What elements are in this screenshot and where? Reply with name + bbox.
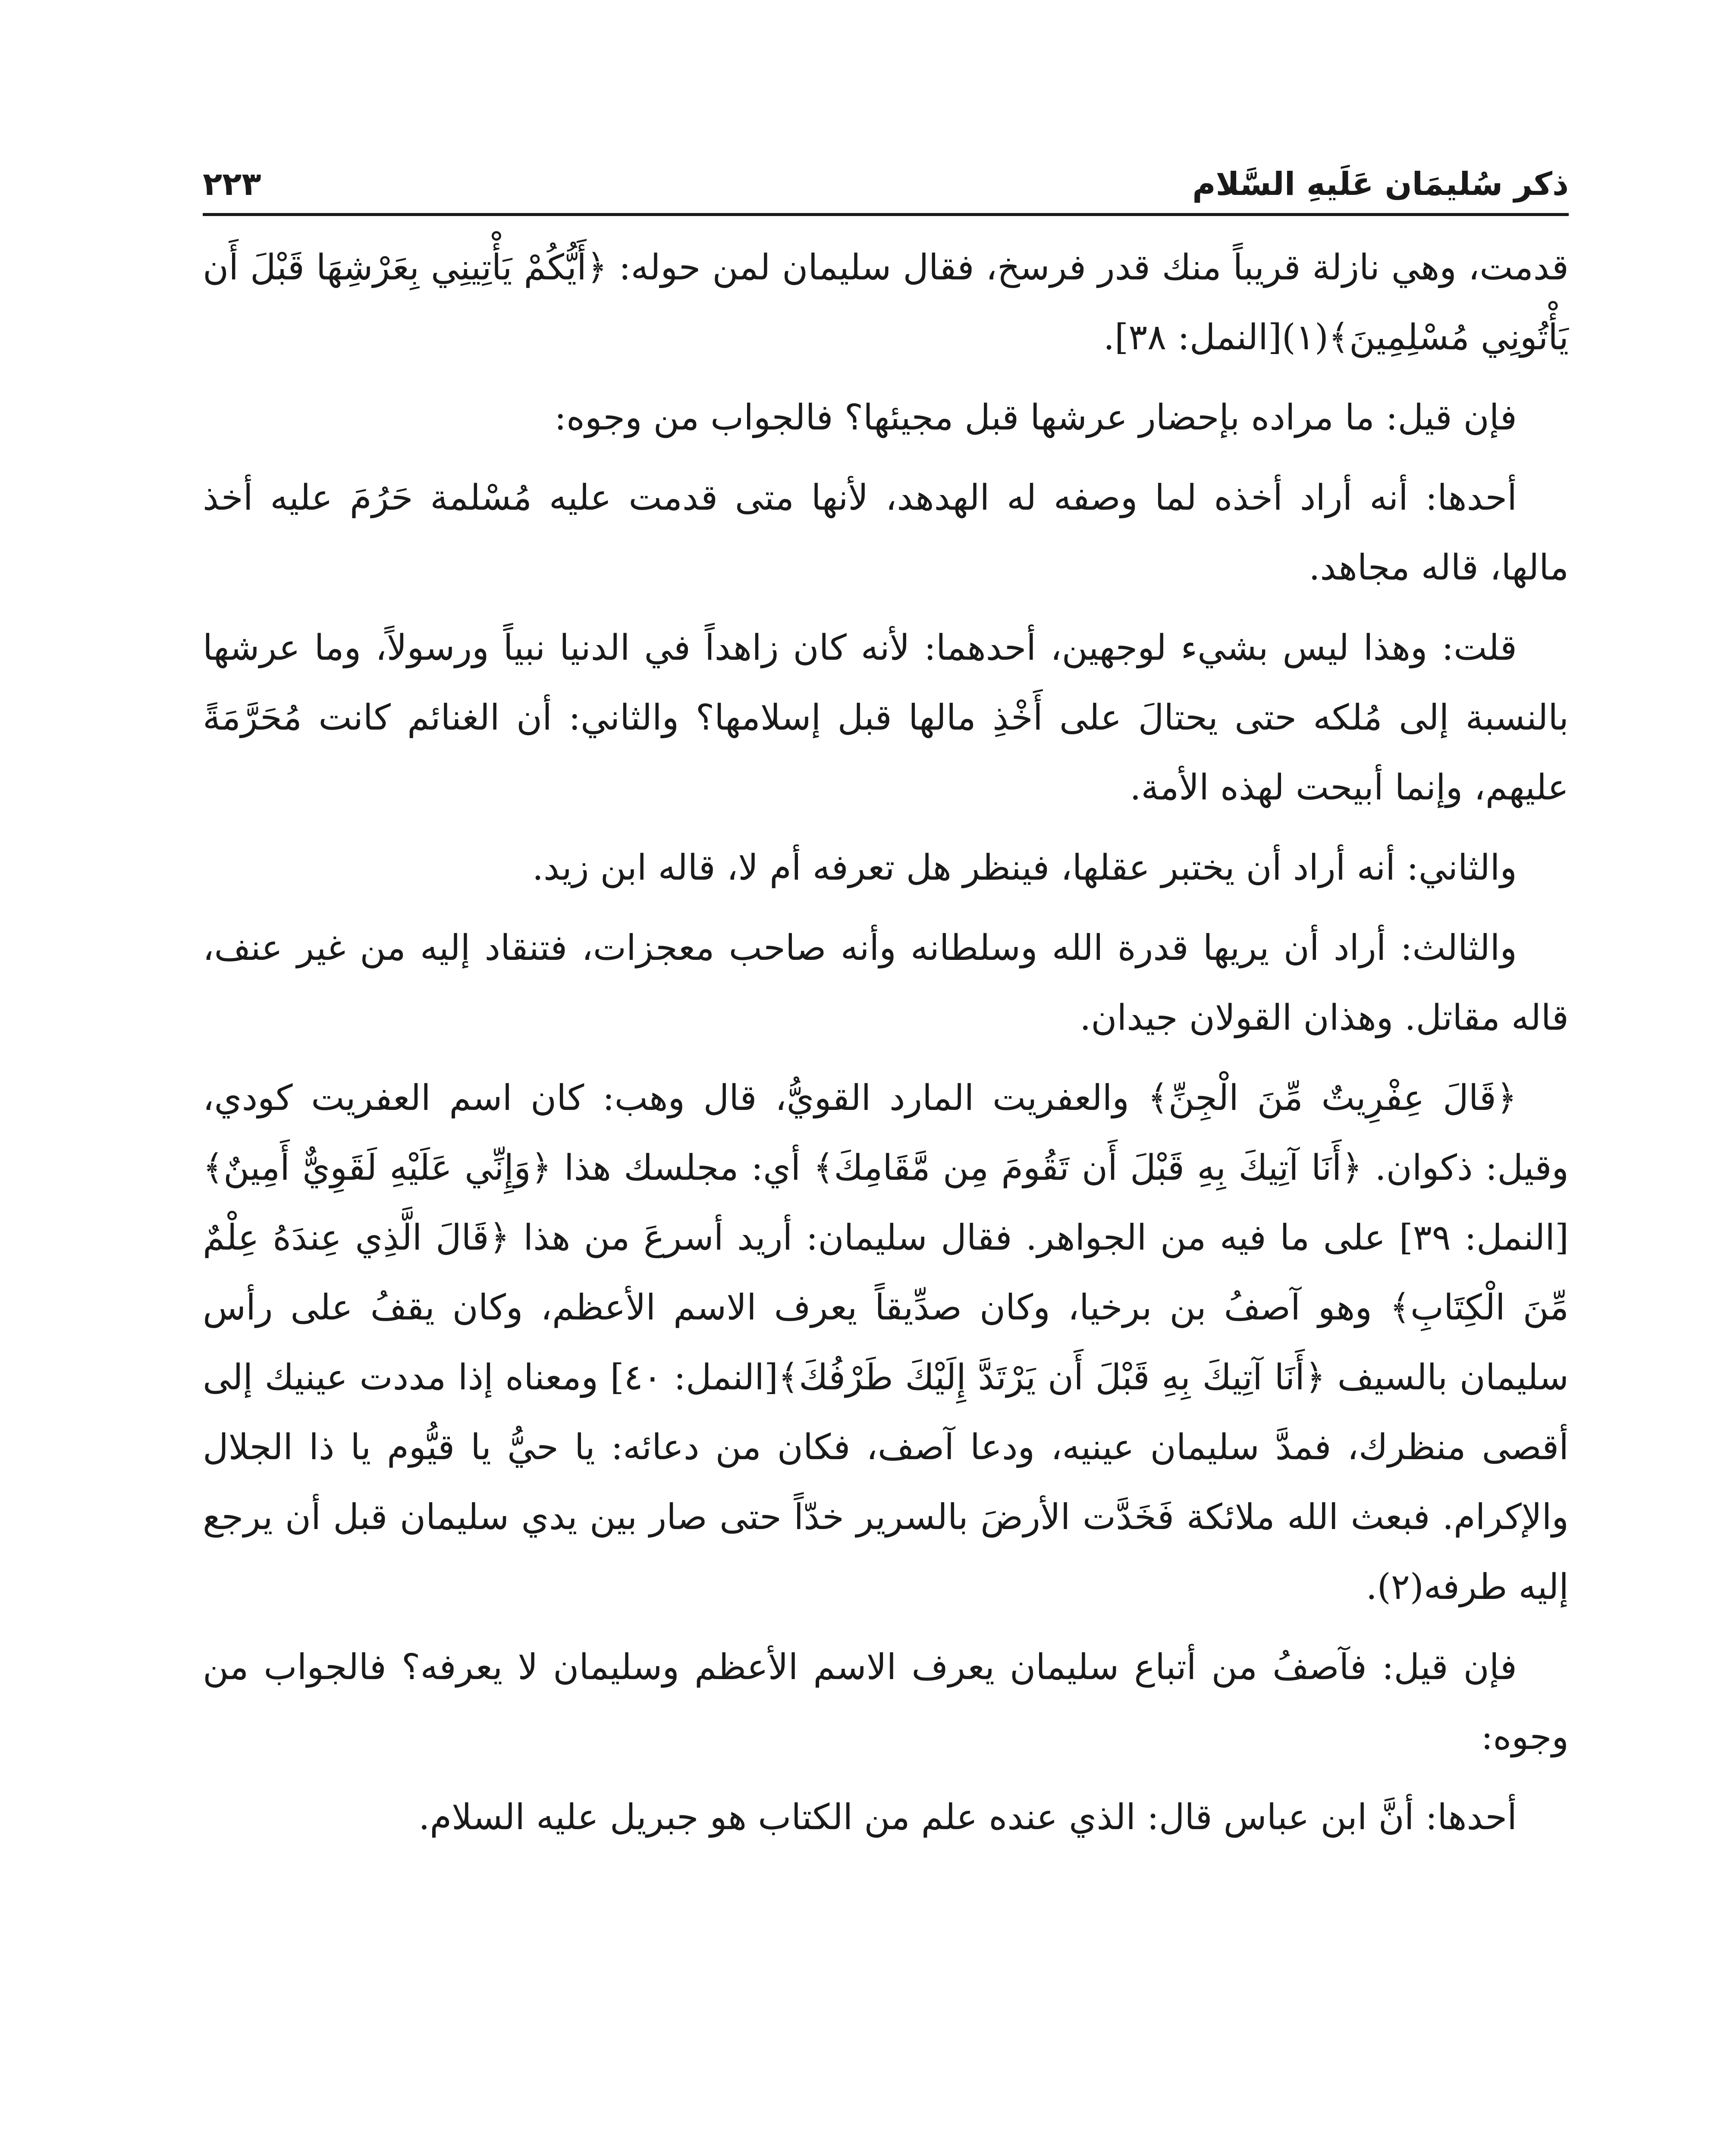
- paragraph: والثالث: أراد أن يريها قدرة الله وسلطانه وأنه صاحب معجزات، فتنقاد إليه من غير عنف، قاله مقاتل. وهذان القولان جيدان.: [203, 928, 1569, 1038]
- running-title: ذكر سُليمَان عَلَيهِ السَّلام: [1192, 166, 1569, 203]
- paragraph: قدمت، وهي نازلة قريباً منك قدر فرسخ، فقال سليمان لمن حوله: ﴿أَيُّكُمْ يَأْتِينِي بِعَرْشِهَا قَبْلَ أَن يَأْتُونِي مُسْلِمِينَ﴾(١)[النمل: ٣٨].: [203, 247, 1569, 358]
- paragraph: فإن قيل: ما مراده بإحضار عرشها قبل مجيئها؟ فالجواب من وجوه:: [554, 397, 1517, 438]
- paragraph: أحدها: أنه أراد أخذه لما وصفه له الهدهد، لأنها متى قدمت عليه مُسْلمة حَرُمَ عليه أخذ مالها، قاله مجاهد.: [203, 477, 1569, 588]
- page-header: [203, 129, 1569, 216]
- paragraph: أحدها: أنَّ ابن عباس قال: الذي عنده علم من الكتاب هو جبريل عليه السلام.: [418, 1797, 1517, 1838]
- page-number: ٢٢٣: [203, 166, 261, 203]
- paragraph: ﴿قَالَ عِفْرِيتٌ مِّنَ الْجِنِّ﴾ والعفريت المارد القويُّ، قال وهب: كان اسم العفريت كودي، وقيل: ذكوان. ﴿أَنَا آتِيكَ بِهِ قَبْلَ أَن تَقُومَ مِن مَّقَامِكَ﴾ أي: مجلسك هذا ﴿وَإِنِّي عَلَيْهِ لَقَوِيٌّ أَمِينٌ﴾[النمل: ٣٩] على ما فيه من الجواهر. فقال سليمان: أريد أسرعَ من هذا ﴿قَالَ الَّذِي عِندَهُ عِلْمٌ مِّنَ الْكِتَابِ﴾ وهو آصفُ بن برخيا، وكان صدِّيقاً يعرف الاسم الأعظم، وكان يقفُ على رأس سليمان بالسيف ﴿أَنَا آتِيكَ بِهِ قَبْلَ أَن يَرْتَدَّ إِلَيْكَ طَرْفُكَ﴾[النمل: ٤٠] ومعناه إذا مددت عينيك إلى أقصى منظرك، فمدَّ سليمان عينيه، ودعا آصف، فكان من دعائه: يا حيُّ يا قيُّوم يا ذا الجلال والإكرام. فبعث الله ملائكة فَخَدَّت الأرضَ بالسرير خدّاً حتى صار بين يدي سليمان قبل أن يرجع إليه طرفه(٢).: [203, 1078, 1569, 1608]
- main-text: [203, 233, 1569, 1863]
- paragraph: فإن قيل: فآصفُ من أتباع سليمان يعرف الاسم الأعظم وسليمان لا يعرفه؟ فالجواب من وجوه:: [203, 1647, 1569, 1758]
- paragraph: قلت: وهذا ليس بشيء لوجهين، أحدهما: لأنه كان زاهداً في الدنيا نبياً ورسولاً، وما عرشها بالنسبة إلى مُلكه حتى يحتالَ على أَخْذِ مالها قبل إسلامها؟ والثاني: أن الغنائم كانت مُحَرَّمَةً عليهم، وإنما أبيحت لهذه الأمة.: [203, 627, 1569, 808]
- paragraph: والثاني: أنه أراد أن يختبر عقلها، فينظر هل تعرفه أم لا، قاله ابن زيد.: [532, 847, 1517, 888]
